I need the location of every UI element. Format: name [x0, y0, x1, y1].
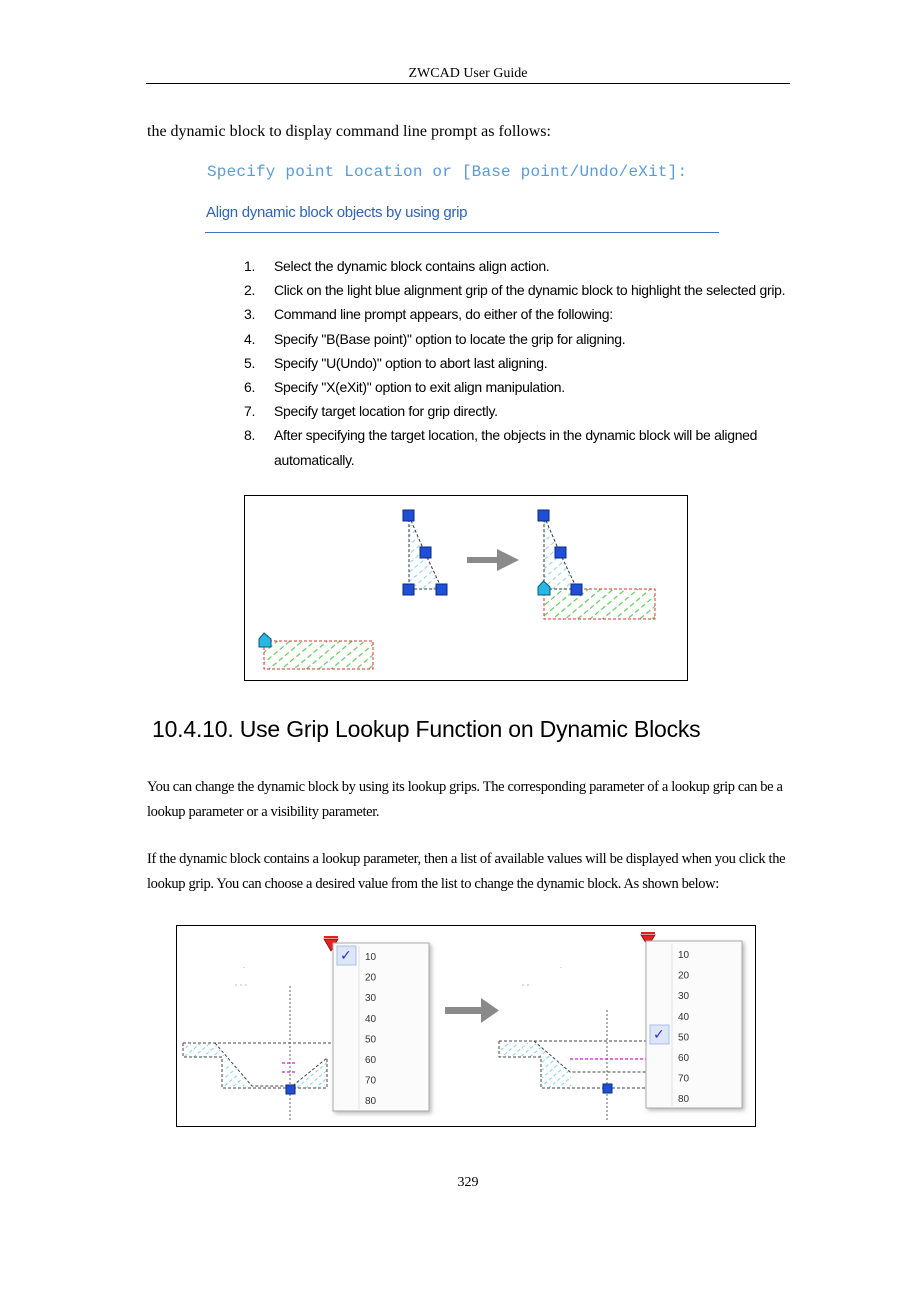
grip-square[interactable] [571, 584, 582, 595]
arrow-right-icon [445, 998, 499, 1023]
lookup-block-grip[interactable] [286, 1085, 295, 1094]
lookup-value-item[interactable]: 10 [365, 952, 377, 963]
source-hatched-rectangle [264, 641, 373, 669]
lookup-value-item[interactable]: 50 [678, 1032, 690, 1044]
lookup-grip-illustration [177, 926, 755, 1126]
lookup-dropdown-before[interactable] [333, 943, 429, 1111]
after-block [499, 967, 647, 1120]
align-grip-figure [244, 495, 688, 681]
grip-square[interactable] [436, 584, 447, 595]
before-block [183, 967, 337, 1120]
subsection-heading: Align dynamic block objects by using grip [206, 204, 468, 221]
aligned-hatched-rectangle [544, 589, 655, 619]
lookup-value-item[interactable]: 60 [365, 1055, 377, 1066]
arrow-right-icon [467, 549, 519, 571]
grip-square[interactable] [555, 547, 566, 558]
check-icon: ✓ [653, 1026, 665, 1042]
step-item: 4. Specify "B(Base point)" option to locate the grip for aligning. [244, 330, 626, 347]
lookup-grip-figure [176, 925, 756, 1127]
align-grip-illustration [245, 496, 687, 680]
lookup-value-item[interactable]: 70 [678, 1073, 690, 1085]
grip-square[interactable] [538, 510, 549, 521]
lookup-value-item[interactable]: 50 [365, 1034, 377, 1046]
section-heading: 10.4.10. Use Grip Lookup Function on Dynamic Blocks [152, 716, 701, 742]
step-item: 2. Click on the light blue alignment grip of the dynamic block to highlight the selected grip. [244, 282, 786, 299]
lookup-value-item[interactable]: 30 [365, 993, 377, 1005]
lookup-value-item[interactable]: 20 [365, 972, 377, 984]
step-item: 5. Specify "U(Undo)" option to abort last aligning. [244, 354, 548, 371]
command-prompt: Specify point Location or [Base point/Undo/eXit]: [207, 163, 688, 181]
lookup-value-item[interactable]: 60 [678, 1053, 690, 1064]
page-header-title: ZWCAD User Guide [408, 66, 528, 81]
step-item: 3. Command line prompt appears, do either of the following: [244, 306, 613, 323]
lookup-block-grip[interactable] [603, 1084, 612, 1093]
grip-square[interactable] [403, 584, 414, 595]
step-item: 6. Specify "X(eXit)" option to exit align manipulation. [244, 379, 565, 396]
paragraph-lookup-parameter: If the dynamic block contains a lookup parameter, then a list of available values will be displayed when you click the lookup grip. You can choose a desired value from the list to change the dynamic block. As shown below: [147, 851, 786, 892]
lookup-value-item[interactable]: 80 [365, 1096, 377, 1108]
lookup-value-item[interactable]: 80 [678, 1094, 690, 1106]
header-rule [146, 83, 790, 84]
lookup-value-item[interactable]: 70 [365, 1075, 377, 1087]
lookup-value-item[interactable]: 10 [678, 950, 690, 961]
subsection-rule [205, 232, 719, 233]
step-item: 8. After specifying the target location, the objects in the dynamic block will be aligned automatically. [244, 427, 758, 468]
intro-text: the dynamic block to display command line prompt as follows: [147, 123, 551, 140]
align-grip-icon[interactable] [259, 633, 271, 647]
page-number: 329 [457, 1175, 479, 1190]
paragraph-lookup-grips: You can change the dynamic block by using its lookup grips. The corresponding parameter of a lookup grip can be a lookup parameter or a visibility parameter. [147, 779, 783, 820]
check-icon: ✓ [340, 947, 352, 963]
lookup-value-item[interactable]: 40 [678, 1011, 690, 1023]
steps-list [240, 254, 800, 472]
grip-square[interactable] [403, 510, 414, 521]
lookup-value-item[interactable]: 30 [678, 991, 690, 1003]
step-item: 1. Select the dynamic block contains align action. [244, 258, 550, 274]
lookup-value-item[interactable]: 40 [365, 1013, 377, 1025]
grip-square[interactable] [420, 547, 431, 558]
lookup-value-item[interactable]: 20 [678, 970, 690, 982]
step-item: 7. Specify target location for grip directly. [244, 403, 498, 420]
